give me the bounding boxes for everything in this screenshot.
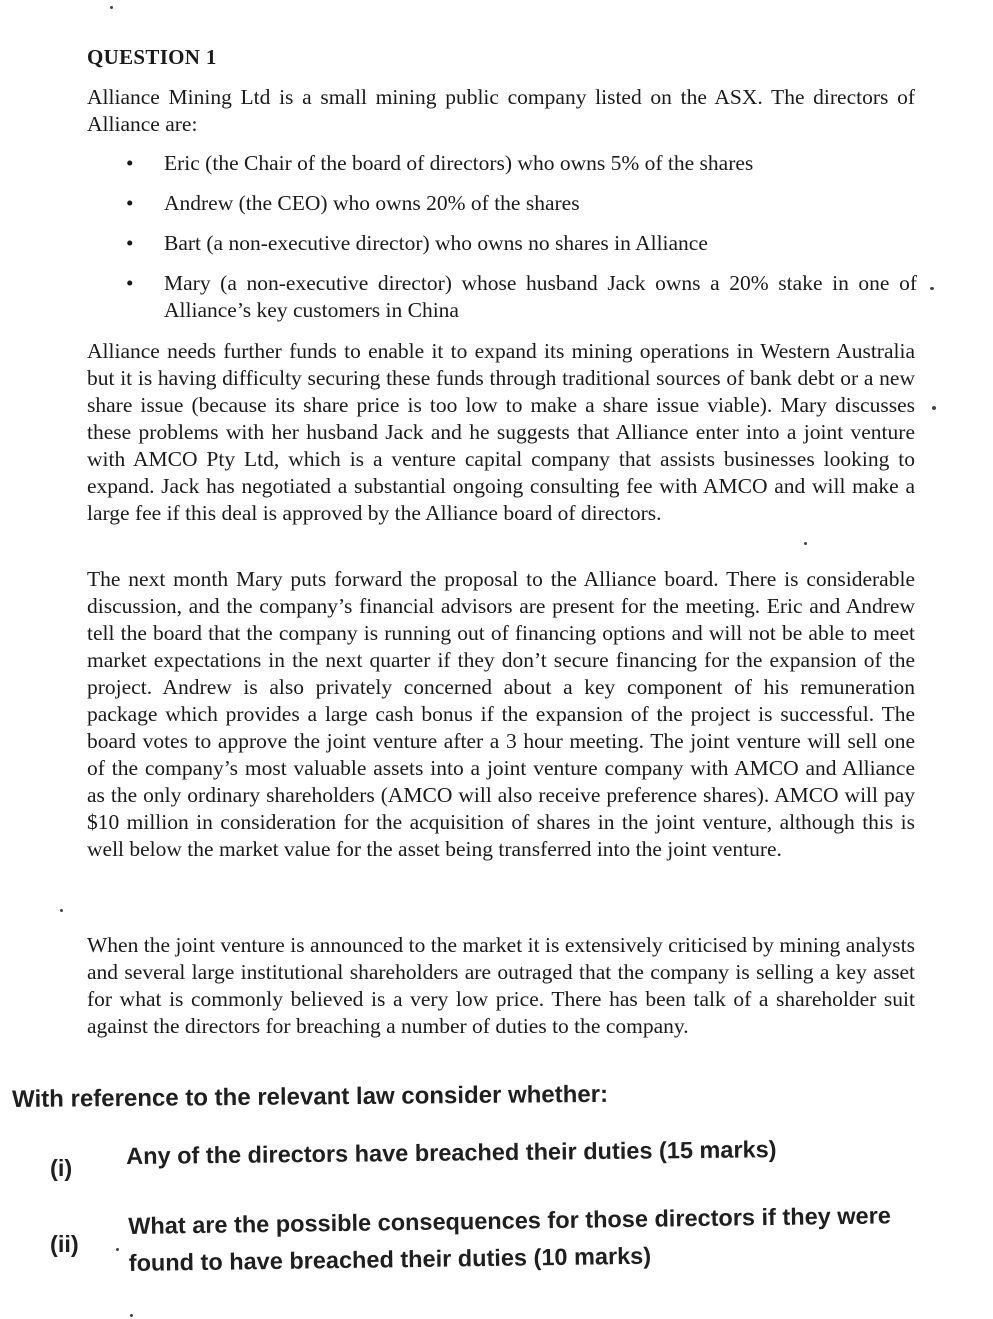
bullet-icon: • (126, 191, 134, 215)
scan-speck (804, 542, 807, 545)
paragraph-funding: Alliance needs further funds to enable it to expand its mining operations in Western Australia but it is having difficulty securing these funds through traditional sources of bank debt or a new share issue (because its share price is too low to make a share issue viable). Mary discusses these problems with her husband Jack and he suggests that Alliance enter into a joint venture with AMCO Pty Ltd, which is a venture capital company that assists businesses looking to expand. Jack has negotiated a substantial ongoing consulting fee with AMCO and will make a large fee if this deal is approved by the Alliance board of directors. (87, 339, 915, 525)
director-eric: Eric (the Chair of the board of directors) who owns 5% of the shares (164, 151, 754, 175)
list-item (112, 230, 917, 257)
part-ii-text: What are the possible consequences for those directors if they were found to have breached their duties (10 marks) (128, 1202, 892, 1276)
list-item (112, 270, 917, 324)
scan-speck (116, 1248, 119, 1251)
scan-speck (110, 6, 113, 9)
intro-paragraph: Alliance Mining Ltd is a small mining public company listed on the ASX. The directors of Alliance are: (87, 85, 915, 136)
director-mary: Mary (a non-executive director) whose husband Jack owns a 20% stake in one of Alliance’s key customers in China (164, 271, 917, 322)
task-instruction: With reference to the relevant law consider whether: (12, 1080, 609, 1113)
scan-speck (60, 909, 63, 912)
director-bart: Bart (a non-executive director) who owns no shares in Alliance (164, 231, 708, 255)
bullet-icon: • (126, 271, 134, 295)
paragraph-market-reaction: When the joint venture is announced to the market it is extensively criticised by mining analysts and several large institutional shareholders are outraged that the company is selling a key asset for what is commonly believed is a very low price. There has been talk of a shareholder suit against the directors for breaching a number of duties to the company. (87, 933, 915, 1038)
part-i-label: (i) (50, 1155, 73, 1181)
scan-speck (930, 287, 934, 290)
directors-list (112, 150, 917, 337)
scan-speck (130, 1314, 133, 1317)
bullet-icon: • (126, 231, 134, 255)
bullet-icon: • (126, 151, 134, 175)
list-item (112, 150, 917, 177)
scan-speck (932, 406, 936, 410)
part-ii-label: (ii) (50, 1231, 79, 1257)
question-heading: QUESTION 1 (87, 45, 217, 69)
director-andrew: Andrew (the CEO) who owns 20% of the shares (164, 191, 580, 215)
paragraph-board-meeting: The next month Mary puts forward the proposal to the Alliance board. There is considerable discussion, and the company’s financial advisors are present for the meeting. Eric and Andrew tell the board that the company is running out of financing options and will not be able to meet market expectations in the next quarter if they don’t secure financing for the expansion of the project. Andrew is also privately concerned about a key component of his remuneration package which provides a large cash bonus if the expansion of the project is successful. The board votes to approve the joint venture after a 3 hour meeting. The joint venture will sell one of the company’s most valuable assets into a joint venture company with AMCO and Alliance as the only ordinary shareholders (AMCO will also receive preference shares). AMCO will pay $10 million in consideration for the acquisition of shares in the joint venture, although this is well below the market value for the asset being transferred into the joint venture. (87, 567, 915, 861)
list-item (112, 190, 917, 217)
part-i-text: Any of the directors have breached their duties (15 marks) (126, 1136, 777, 1169)
